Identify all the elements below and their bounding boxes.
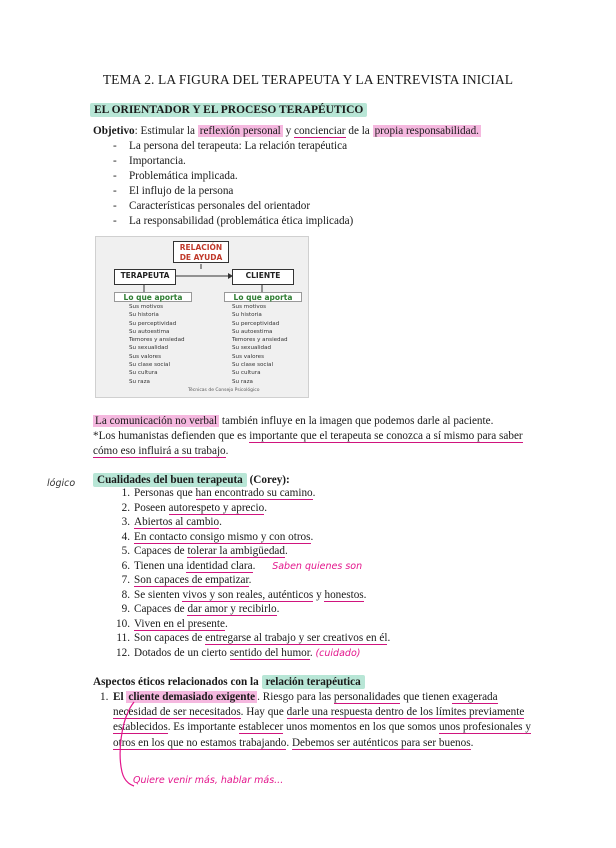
list-item: 5. Capaces de tolerar la ambigüedad. <box>121 545 288 557</box>
terapeuta-items: Sus motivos Su historia Su perceptividad Su autoestima Temores y ansiedad Su sexualidad Sus valores Su clase social Su cultura Su raza <box>129 304 185 385</box>
aporta-left-header: Lo que aporta <box>114 292 192 302</box>
handwritten-note: Saben quienes son <box>272 560 363 572</box>
list-item: - Características personales del orientador <box>93 199 353 214</box>
relacion-ayuda-box: RELACIÓN DE AYUDA <box>173 241 229 263</box>
list-item: - Problemática implicada. <box>93 169 353 184</box>
list-item: - La responsabilidad (problemática ética implicada) <box>93 214 353 229</box>
diagram-source: Técnicas de Consejo Psicológico <box>188 388 260 393</box>
list-item: 10. Viven en el presente. <box>116 617 228 630</box>
list-item: 4. En contacto consigo mismo y con otros. <box>121 530 314 543</box>
section-heading-aspectos: Aspectos éticos relacionados con la relación terapéutica <box>93 676 365 688</box>
handwritten-logico: lógico <box>47 478 76 489</box>
comunicacion-line: La comunicación no verbal también influye en la imagen que podemos darle al paciente. <box>95 415 494 427</box>
list-item: 9. Capaces de dar amor y recibirlo. <box>121 603 280 615</box>
cliente-box: CLIENTE <box>232 269 294 285</box>
handwritten-note-quiere: Quiere venir más, hablar más... <box>133 775 284 786</box>
list-item: 12. Dotados de un cierto sentido del humor. (cuidado) <box>116 646 361 659</box>
relacion-ayuda-diagram <box>95 236 309 398</box>
aspecto-1-paragraph: 1. El cliente demasiado exigente . Riesgo para las personalidades que tienen exagerada necesidad de ser necesitados. Hay que darle una respuesta dentro de los límites previamente establecidos. Es importante establecer unos momentos en los que somos unos profesionales y otros en los que no estamos trabajando. Debemos ser auténticos para ser buenos. <box>100 691 531 749</box>
page-title: TEMA 2. LA FIGURA DEL TERAPEUTA Y LA ENTREVISTA INICIAL <box>102 72 514 87</box>
humanistas-paragraph: *Los humanistas defienden que es importante que el terapeuta se conozca a sí mismo para saber cómo eso influirá a su trabajo. <box>93 430 523 457</box>
section-heading-cualidades: Cualidades del buen terapeuta (Corey): <box>93 474 290 486</box>
list-item: 8. Se sienten vivos y son reales, auténticos y honestos. <box>121 588 367 601</box>
cliente-items: Sus motivos Su historia Su perceptividad Su autoestima Temores y ansiedad Su sexualidad Sus valores Su clase social Su cultura Su raza <box>232 304 288 385</box>
list-item: - Importancia. <box>93 154 353 169</box>
qualities-list <box>98 486 390 660</box>
list-item: 3. Abiertos al cambio. <box>121 516 222 528</box>
list-item: - El influjo de la persona <box>93 184 353 199</box>
aporta-right-header: Lo que aporta <box>224 292 302 302</box>
list-item: 7. Son capaces de empatizar. <box>121 574 252 586</box>
list-item: 11. Son capaces de entregarse al trabajo y ser creativos en él. <box>116 632 391 644</box>
objetivo-line: Objetivo: Estimular la reflexión personal y concienciar de la propia responsabilidad. <box>93 125 479 137</box>
list-item: 1. Personas que han encontrado su camino. <box>121 487 316 499</box>
list-item: 6. Tienen una identidad clara. Saben quienes son <box>121 559 363 572</box>
list-item: - La persona del terapeuta: La relación terapéutica <box>93 139 353 154</box>
list-item: 2. Poseen autorespeto y aprecio. <box>121 501 267 514</box>
section-heading-orientador: EL ORIENTADOR Y EL PROCESO TERAPÉUTICO <box>90 104 367 116</box>
terapeuta-box: TERAPEUTA <box>114 269 176 285</box>
topic-list <box>93 139 353 229</box>
handwritten-note: (cuidado) <box>315 647 361 659</box>
